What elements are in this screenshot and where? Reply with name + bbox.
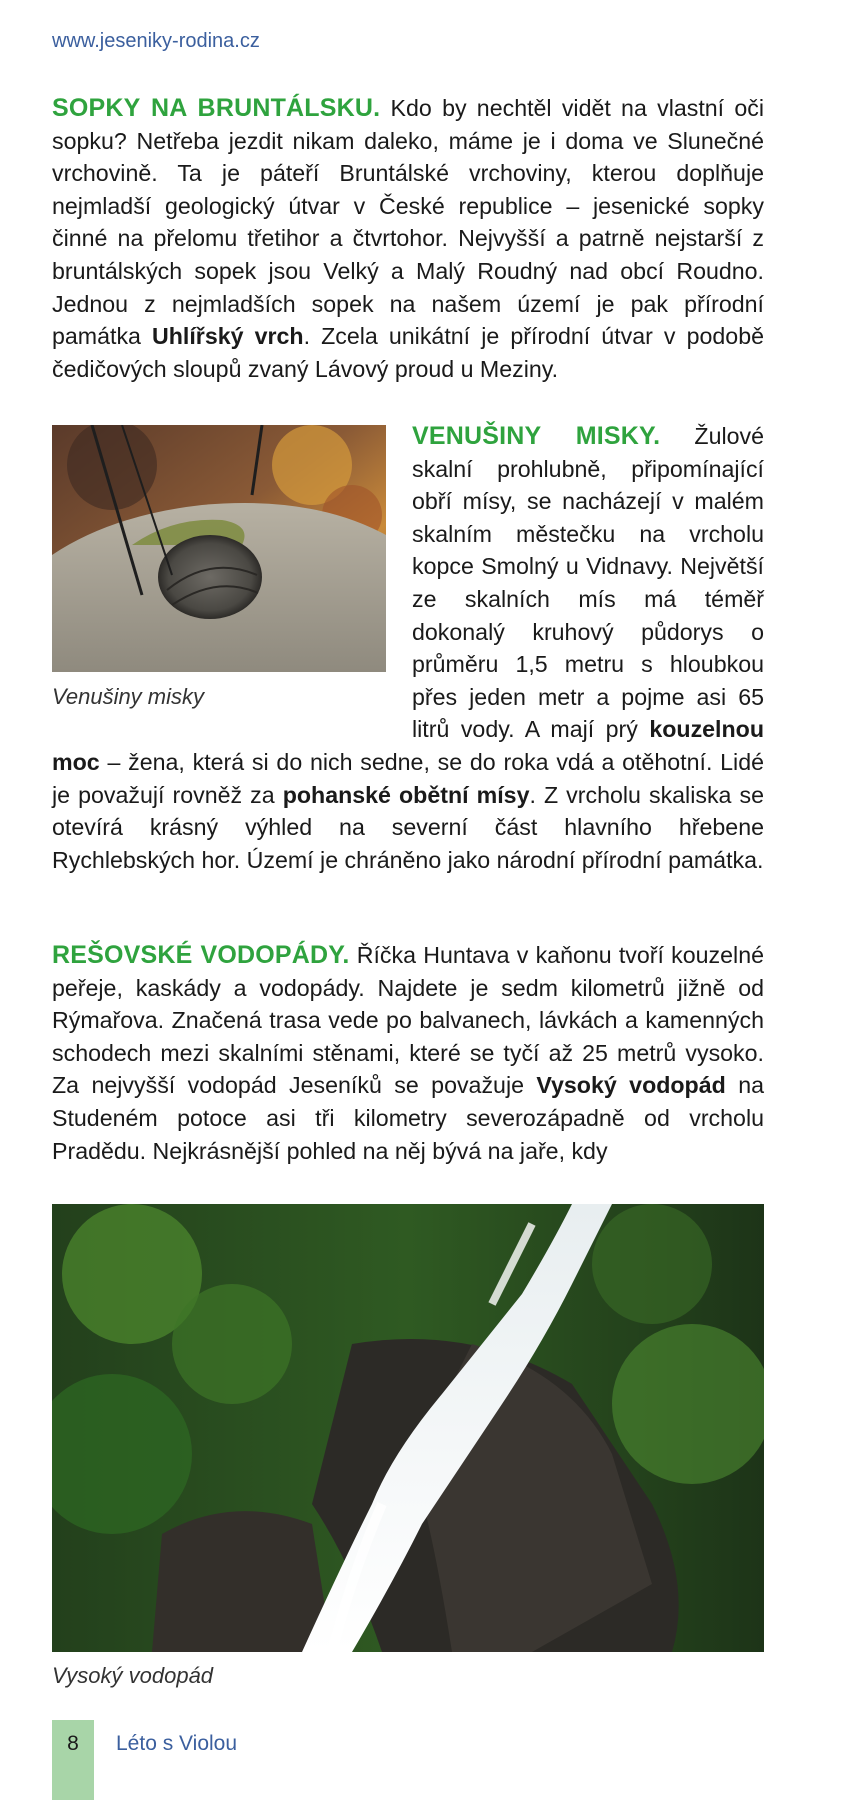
section-text: na Studeném potoce asi tři kilometry severozápadně od vrcholu Pradědu. Nejkrásnější pohled na něj bývá na jaře, kdy xyxy=(52,1072,765,1164)
section-text: – žena, která si do nich sedne, se do roka vdá a otěhotní. Lidé je považují rovněž za xyxy=(52,748,764,808)
waterfall-photo-caption: Vysoký vodopád xyxy=(52,1663,214,1688)
section-text: Žulové skalní prohlubně, připomínající obří mísy, se nacházejí v malém skalním městečku na vrcholu kopce Smolný u Vidnavy. Největší ze skalních mís má téměř dokonalý kruhový půdorys o průměru 1,5 metru s hloubkou přes jeden metr a pojme asi 65 litrů vody. A mají prý xyxy=(412,423,764,743)
section-sopky xyxy=(52,92,764,385)
bold-term: kouzelnou moc xyxy=(52,716,764,775)
bold-term: pohanské obětní mísy xyxy=(282,781,530,808)
section-venus xyxy=(52,420,764,876)
section-text: Říčka Huntava v kaňonu tvoří kouzelné peřeje, kaskády a vodopády. Najdete je sedm kilometrů jižně od Rýmařova. Značená trasa vede po balvanech, lávkách a kamenných schodech mezi skalními stěnami, které se tyčí až 25 metrů vysoko. Za nejvyšší vodopád Jeseníků se považuje xyxy=(52,942,764,1099)
image-float-spacer xyxy=(52,420,386,720)
section-heading: SOPKY NA BRUNTÁLSKU. xyxy=(52,94,381,122)
bold-term: Vysoký vodopád xyxy=(536,1072,726,1099)
section-resov xyxy=(52,939,764,1167)
section-heading: REŠOVSKÉ VODOPÁDY. xyxy=(52,941,350,969)
waterfall-image xyxy=(52,1204,764,1652)
waterfall-photo xyxy=(52,1204,764,1652)
section-heading: VENUŠINY MISKY. xyxy=(412,422,661,450)
section-text: Kdo by nechtěl vidět na vlastní oči sopku? Netřeba jezdit nikam daleko, máme je i doma ve Slunečné vrchovině. Ta je páteří Bruntálské vrchoviny, kterou doplňuje nejmladší geologický útvar v České republice – jesenické sopky činné na přelomu třetihor a čtvrtohor. Nejvyšší a patrně nejstarší z bruntálských sopek jsou Velký a Malý Roudný nad obcí Roudno. Jednou z nejmladších sopek na našem území je pak přírodní památka xyxy=(52,95,765,350)
section-text: . Zcela unikátní je přírodní útvar v podobě čedičových sloupů zvaný Lávový proud u Meziny. xyxy=(52,323,764,382)
bold-term: Uhlířský vrch xyxy=(152,323,304,350)
section-text: . Z vrcholu skaliska se otevírá krásný výhled na severní část hlavního hřebene Rychlebských hor. Území je chráněno jako národní přírodní památka. xyxy=(52,781,764,873)
site-url[interactable]: www.jeseniky-rodina.cz xyxy=(52,30,260,52)
rock-photo-caption: Venušiny misky xyxy=(52,684,205,709)
footer-title: Léto s Violou xyxy=(116,1732,238,1755)
page-number: 8 xyxy=(67,1732,79,1755)
